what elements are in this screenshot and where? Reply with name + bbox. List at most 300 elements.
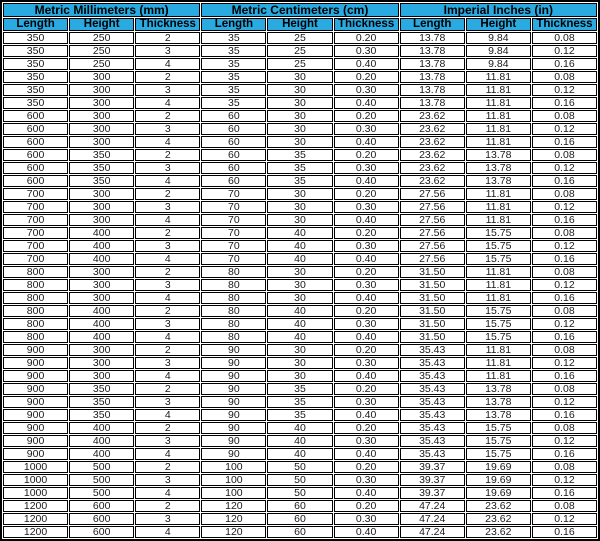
cell: 900: [3, 370, 68, 382]
cell: 13.78: [466, 409, 531, 421]
cell: 0.40: [334, 331, 399, 343]
cell: 27.56: [400, 240, 465, 252]
table-row: [3, 318, 597, 330]
cell: 0.12: [532, 357, 597, 369]
col-header-in-thickness: Thickness: [532, 18, 597, 31]
cell: 400: [69, 253, 134, 265]
cell: 35.43: [400, 396, 465, 408]
table-row: [3, 435, 597, 447]
cell: 35: [267, 175, 332, 187]
cell: 50: [267, 461, 332, 473]
cell: 2: [135, 71, 200, 83]
cell: 15.75: [466, 318, 531, 330]
cell: 11.81: [466, 214, 531, 226]
cell: 31.50: [400, 279, 465, 291]
cell: 27.56: [400, 227, 465, 239]
cell: 4: [135, 487, 200, 499]
cell: 23.62: [400, 110, 465, 122]
cell: 0.20: [334, 500, 399, 512]
cell: 25: [267, 32, 332, 44]
group-header-row: [3, 3, 597, 17]
cell: 40: [267, 240, 332, 252]
table-row: [3, 175, 597, 187]
cell: 0.20: [334, 110, 399, 122]
cell: 35: [201, 58, 266, 70]
cell: 35.43: [400, 448, 465, 460]
cell: 60: [267, 526, 332, 538]
cell: 30: [267, 71, 332, 83]
cell: 35.43: [400, 370, 465, 382]
cell: 0.20: [334, 227, 399, 239]
cell: 0.20: [334, 188, 399, 200]
cell: 35.43: [400, 344, 465, 356]
group-header-metric-centimeters: Metric Centimeters (cm): [201, 3, 398, 17]
cell: 0.16: [532, 292, 597, 304]
cell: 35.43: [400, 422, 465, 434]
table-row: [3, 461, 597, 473]
cell: 0.30: [334, 240, 399, 252]
cell: 35: [201, 32, 266, 44]
cell: 2: [135, 383, 200, 395]
cell: 40: [267, 435, 332, 447]
cell: 4: [135, 175, 200, 187]
cell: 80: [201, 292, 266, 304]
cell: 300: [69, 136, 134, 148]
cell: 0.16: [532, 136, 597, 148]
cell: 11.81: [466, 292, 531, 304]
cell: 300: [69, 84, 134, 96]
cell: 1200: [3, 500, 68, 512]
cell: 40: [267, 318, 332, 330]
cell: 2: [135, 188, 200, 200]
cell: 0.16: [532, 214, 597, 226]
cell: 0.08: [532, 266, 597, 278]
cell: 4: [135, 136, 200, 148]
cell: 0.12: [532, 162, 597, 174]
cell: 300: [69, 357, 134, 369]
cell: 600: [3, 110, 68, 122]
cell: 80: [201, 305, 266, 317]
cell: 1000: [3, 461, 68, 473]
cell: 13.78: [400, 32, 465, 44]
cell: 47.24: [400, 526, 465, 538]
cell: 30: [267, 201, 332, 213]
cell: 2: [135, 344, 200, 356]
cell: 25: [267, 45, 332, 57]
cell: 0.30: [334, 513, 399, 525]
cell: 15.75: [466, 305, 531, 317]
cell: 300: [69, 110, 134, 122]
table-row: [3, 305, 597, 317]
cell: 27.56: [400, 188, 465, 200]
cell: 120: [201, 500, 266, 512]
cell: 0.40: [334, 409, 399, 421]
table-row: [3, 201, 597, 213]
cell: 400: [69, 435, 134, 447]
cell: 0.12: [532, 279, 597, 291]
cell: 30: [267, 370, 332, 382]
col-header-mm-length: Length: [3, 18, 68, 31]
cell: 600: [3, 136, 68, 148]
cell: 31.50: [400, 331, 465, 343]
cell: 11.81: [466, 97, 531, 109]
cell: 800: [3, 279, 68, 291]
cell: 70: [201, 227, 266, 239]
cell: 60: [267, 500, 332, 512]
cell: 4: [135, 58, 200, 70]
col-header-mm-height: Height: [69, 18, 134, 31]
cell: 700: [3, 227, 68, 239]
cell: 80: [201, 279, 266, 291]
cell: 0.30: [334, 162, 399, 174]
cell: 0.40: [334, 370, 399, 382]
cell: 350: [69, 383, 134, 395]
cell: 350: [3, 97, 68, 109]
cell: 11.81: [466, 188, 531, 200]
cell: 40: [267, 331, 332, 343]
cell: 90: [201, 422, 266, 434]
cell: 0.20: [334, 461, 399, 473]
cell: 80: [201, 266, 266, 278]
table-body: [3, 32, 597, 538]
cell: 0.16: [532, 370, 597, 382]
table-row: [3, 500, 597, 512]
cell: 600: [3, 149, 68, 161]
cell: 23.62: [466, 513, 531, 525]
cell: 0.20: [334, 266, 399, 278]
col-header-in-length: Length: [400, 18, 465, 31]
cell: 800: [3, 266, 68, 278]
cell: 600: [3, 175, 68, 187]
cell: 2: [135, 422, 200, 434]
table-row: [3, 58, 597, 70]
cell: 60: [201, 175, 266, 187]
cell: 15.75: [466, 253, 531, 265]
cell: 60: [201, 110, 266, 122]
cell: 11.81: [466, 201, 531, 213]
cell: 0.20: [334, 32, 399, 44]
cell: 120: [201, 526, 266, 538]
table-row: [3, 214, 597, 226]
cell: 0.08: [532, 461, 597, 473]
cell: 0.12: [532, 84, 597, 96]
table-row: [3, 84, 597, 96]
cell: 0.16: [532, 487, 597, 499]
cell: 900: [3, 383, 68, 395]
cell: 15.75: [466, 227, 531, 239]
cell: 35.43: [400, 383, 465, 395]
cell: 35: [201, 97, 266, 109]
cell: 70: [201, 201, 266, 213]
cell: 0.30: [334, 279, 399, 291]
table-row: [3, 409, 597, 421]
cell: 3: [135, 396, 200, 408]
column-header-row: [3, 18, 597, 31]
cell: 4: [135, 370, 200, 382]
cell: 350: [69, 149, 134, 161]
cell: 0.08: [532, 422, 597, 434]
cell: 30: [267, 97, 332, 109]
cell: 15.75: [466, 422, 531, 434]
cell: 13.78: [400, 71, 465, 83]
cell: 0.12: [532, 435, 597, 447]
cell: 4: [135, 526, 200, 538]
cell: 23.62: [466, 526, 531, 538]
cell: 11.81: [466, 136, 531, 148]
cell: 3: [135, 84, 200, 96]
cell: 15.75: [466, 240, 531, 252]
table-row: [3, 240, 597, 252]
cell: 1000: [3, 474, 68, 486]
cell: 400: [69, 318, 134, 330]
cell: 400: [69, 448, 134, 460]
cell: 23.62: [400, 175, 465, 187]
cell: 30: [267, 214, 332, 226]
cell: 35: [267, 149, 332, 161]
cell: 0.30: [334, 123, 399, 135]
cell: 15.75: [466, 448, 531, 460]
cell: 0.40: [334, 448, 399, 460]
table-row: [3, 357, 597, 369]
col-header-cm-height: Height: [267, 18, 332, 31]
cell: 30: [267, 279, 332, 291]
cell: 350: [69, 162, 134, 174]
cell: 0.30: [334, 357, 399, 369]
cell: 0.08: [532, 500, 597, 512]
cell: 31.50: [400, 318, 465, 330]
cell: 23.62: [400, 123, 465, 135]
cell: 70: [201, 214, 266, 226]
cell: 800: [3, 292, 68, 304]
cell: 0.30: [334, 201, 399, 213]
cell: 90: [201, 370, 266, 382]
cell: 0.08: [532, 188, 597, 200]
table-row: [3, 344, 597, 356]
cell: 60: [201, 123, 266, 135]
cell: 0.30: [334, 396, 399, 408]
cell: 400: [69, 240, 134, 252]
cell: 40: [267, 227, 332, 239]
cell: 4: [135, 253, 200, 265]
cell: 900: [3, 396, 68, 408]
cell: 4: [135, 331, 200, 343]
cell: 350: [3, 32, 68, 44]
cell: 100: [201, 487, 266, 499]
col-header-in-height: Height: [466, 18, 531, 31]
cell: 30: [267, 266, 332, 278]
table-row: [3, 513, 597, 525]
cell: 13.78: [466, 175, 531, 187]
cell: 0.40: [334, 97, 399, 109]
cell: 90: [201, 448, 266, 460]
cell: 0.30: [334, 45, 399, 57]
cell: 19.69: [466, 461, 531, 473]
cell: 2: [135, 500, 200, 512]
cell: 13.78: [400, 97, 465, 109]
cell: 0.08: [532, 344, 597, 356]
cell: 39.37: [400, 474, 465, 486]
table-row: [3, 279, 597, 291]
cell: 350: [3, 84, 68, 96]
cell: 0.08: [532, 149, 597, 161]
cell: 0.16: [532, 58, 597, 70]
cell: 0.16: [532, 409, 597, 421]
cell: 300: [69, 344, 134, 356]
cell: 15.75: [466, 435, 531, 447]
cell: 35: [267, 383, 332, 395]
cell: 700: [3, 188, 68, 200]
cell: 0.16: [532, 175, 597, 187]
cell: 800: [3, 331, 68, 343]
cell: 0.16: [532, 253, 597, 265]
cell: 900: [3, 448, 68, 460]
cell: 13.78: [400, 58, 465, 70]
table-row: [3, 383, 597, 395]
cell: 11.81: [466, 266, 531, 278]
table-row: [3, 32, 597, 44]
cell: 40: [267, 305, 332, 317]
cell: 35.43: [400, 357, 465, 369]
cell: 500: [69, 487, 134, 499]
cell: 0.30: [334, 318, 399, 330]
cell: 3: [135, 318, 200, 330]
cell: 300: [69, 214, 134, 226]
table-row: [3, 292, 597, 304]
cell: 0.08: [532, 305, 597, 317]
cell: 11.81: [466, 279, 531, 291]
table-row: [3, 227, 597, 239]
cell: 80: [201, 331, 266, 343]
cell: 35: [267, 409, 332, 421]
cell: 600: [3, 123, 68, 135]
cell: 350: [3, 71, 68, 83]
cell: 9.84: [466, 32, 531, 44]
cell: 30: [267, 110, 332, 122]
cell: 50: [267, 487, 332, 499]
cell: 2: [135, 461, 200, 473]
cell: 2: [135, 110, 200, 122]
cell: 0.20: [334, 383, 399, 395]
cell: 0.12: [532, 123, 597, 135]
cell: 25: [267, 58, 332, 70]
cell: 40: [267, 422, 332, 434]
cell: 350: [3, 45, 68, 57]
cell: 11.81: [466, 357, 531, 369]
cell: 0.20: [334, 149, 399, 161]
cell: 0.12: [532, 474, 597, 486]
group-header-imperial-inches: Imperial Inches (in): [400, 3, 597, 17]
cell: 0.16: [532, 331, 597, 343]
cell: 0.16: [532, 526, 597, 538]
cell: 300: [69, 97, 134, 109]
cell: 11.81: [466, 110, 531, 122]
col-header-cm-thickness: Thickness: [334, 18, 399, 31]
cell: 11.81: [466, 344, 531, 356]
cell: 3: [135, 513, 200, 525]
cell: 0.40: [334, 487, 399, 499]
table-row: [3, 110, 597, 122]
cell: 700: [3, 253, 68, 265]
cell: 300: [69, 266, 134, 278]
cell: 0.12: [532, 240, 597, 252]
table-row: [3, 188, 597, 200]
cell: 100: [201, 461, 266, 473]
cell: 0.40: [334, 526, 399, 538]
cell: 0.40: [334, 292, 399, 304]
cell: 2: [135, 227, 200, 239]
cell: 0.40: [334, 214, 399, 226]
table-row: [3, 331, 597, 343]
cell: 4: [135, 97, 200, 109]
cell: 600: [69, 500, 134, 512]
cell: 350: [69, 409, 134, 421]
cell: 30: [267, 84, 332, 96]
cell: 47.24: [400, 513, 465, 525]
cell: 3: [135, 240, 200, 252]
cell: 0.40: [334, 175, 399, 187]
table-row: [3, 71, 597, 83]
cell: 35: [267, 396, 332, 408]
cell: 350: [69, 396, 134, 408]
cell: 1200: [3, 526, 68, 538]
cell: 90: [201, 435, 266, 447]
cell: 0.08: [532, 71, 597, 83]
cell: 250: [69, 32, 134, 44]
cell: 350: [3, 58, 68, 70]
cell: 700: [3, 214, 68, 226]
cell: 35.43: [400, 435, 465, 447]
cell: 70: [201, 188, 266, 200]
cell: 70: [201, 240, 266, 252]
cell: 800: [3, 305, 68, 317]
cell: 0.30: [334, 435, 399, 447]
cell: 27.56: [400, 253, 465, 265]
cell: 47.24: [400, 500, 465, 512]
table-row: [3, 149, 597, 161]
cell: 3: [135, 357, 200, 369]
cell: 23.62: [466, 500, 531, 512]
table-row: [3, 162, 597, 174]
cell: 300: [69, 201, 134, 213]
col-header-cm-length: Length: [201, 18, 266, 31]
cell: 400: [69, 331, 134, 343]
cell: 350: [69, 175, 134, 187]
cell: 0.12: [532, 45, 597, 57]
table-row: [3, 136, 597, 148]
table-row: [3, 448, 597, 460]
cell: 50: [267, 474, 332, 486]
cell: 0.20: [334, 305, 399, 317]
cell: 13.78: [466, 383, 531, 395]
table-row: [3, 123, 597, 135]
cell: 23.62: [400, 149, 465, 161]
cell: 0.40: [334, 58, 399, 70]
cell: 4: [135, 448, 200, 460]
cell: 0.20: [334, 71, 399, 83]
cell: 2: [135, 32, 200, 44]
cell: 31.50: [400, 305, 465, 317]
cell: 80: [201, 318, 266, 330]
cell: 3: [135, 279, 200, 291]
cell: 1000: [3, 487, 68, 499]
cell: 90: [201, 344, 266, 356]
cell: 250: [69, 45, 134, 57]
cell: 40: [267, 448, 332, 460]
cell: 300: [69, 71, 134, 83]
cell: 3: [135, 123, 200, 135]
cell: 30: [267, 344, 332, 356]
cell: 90: [201, 396, 266, 408]
